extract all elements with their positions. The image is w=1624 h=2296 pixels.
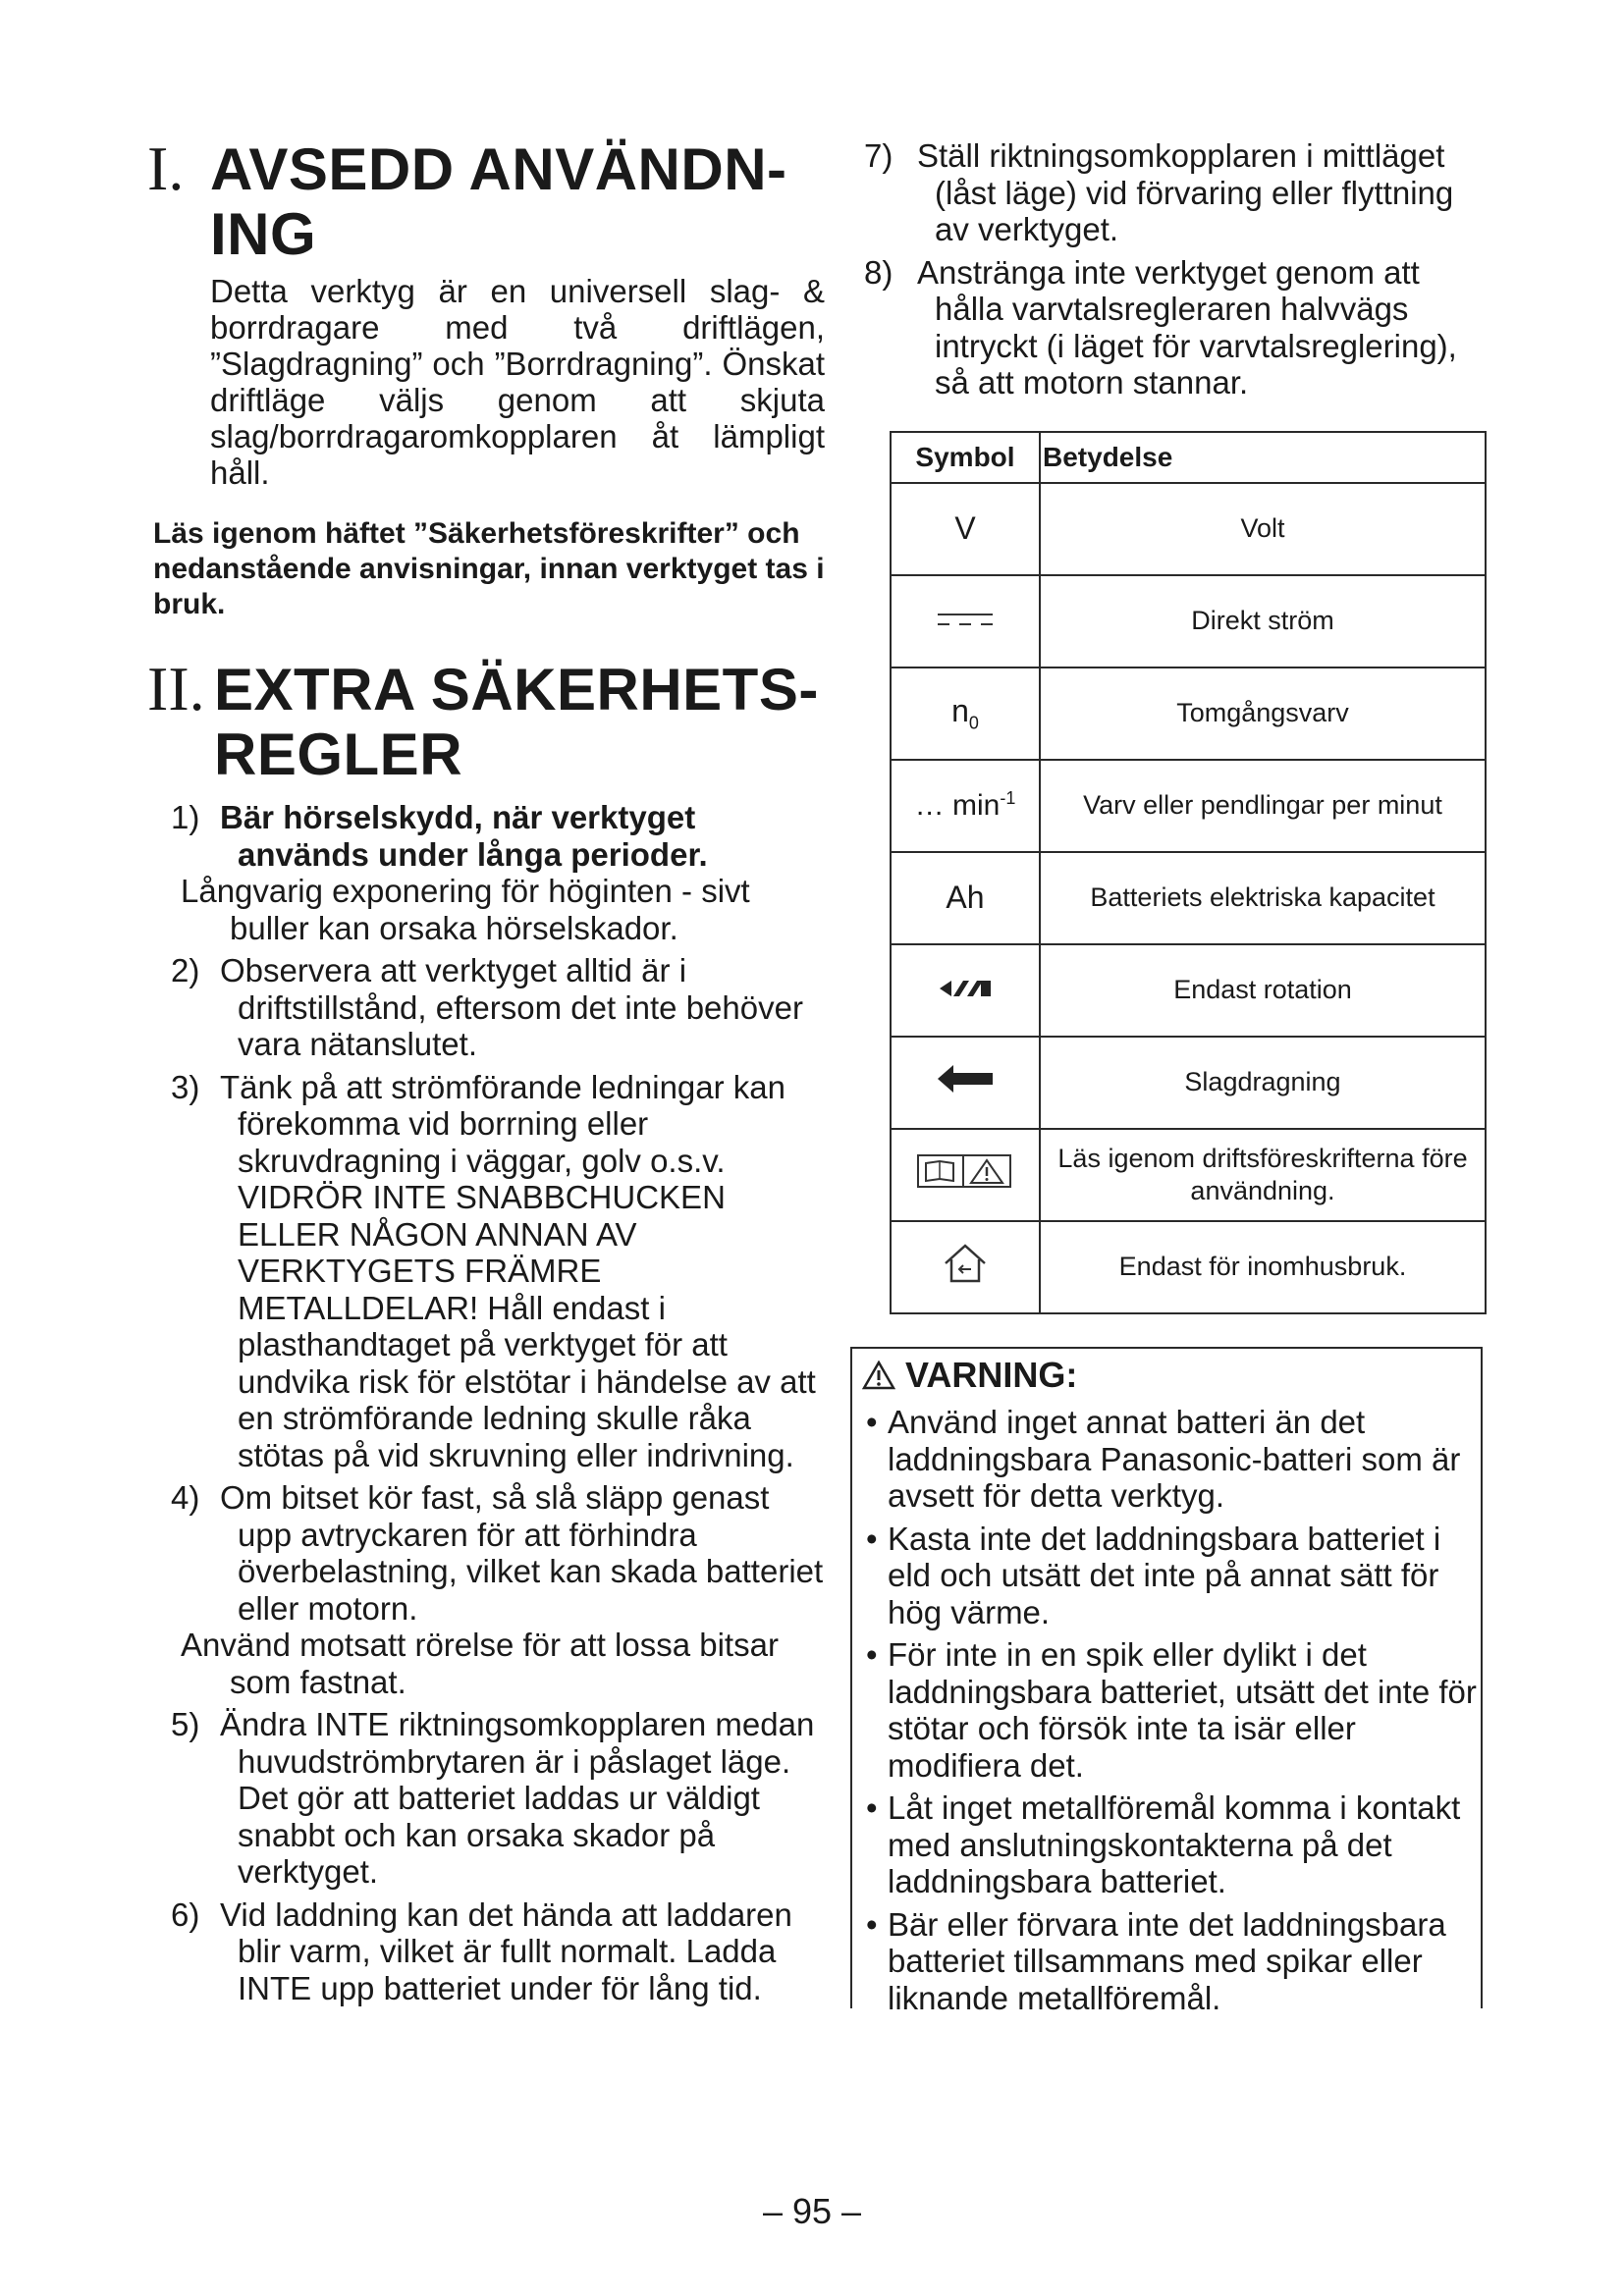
symbol-volt: V: [891, 483, 1040, 575]
section-2-heading: [147, 654, 825, 787]
table-row: $n_0$ Tomgångsvarv: [891, 667, 1486, 760]
header-symbol: Symbol: [891, 432, 1040, 483]
manual-warning-icon: [916, 1151, 1014, 1191]
list-item: 7) Ställ riktningsomkopplaren i mittläget (låst läge) vid förvaring eller flyttning av verktyget.: [864, 137, 1454, 247]
symbol-per-minute: … $\min^{-1}$: [891, 760, 1040, 852]
list-item: 4) Om bitset kör fast, så slå släpp genast upp avtryckaren för att förhindra överbelastning, vilket kan skada batteriet eller motorn. Använd motsatt rörelse för att lossa bitsar som fastnat.: [171, 1479, 824, 1700]
safety-note: Läs igenom häftet ”Säkerhetsföreskrifter” och nedanstående anvisningar, innan verktyget tas i bruk.: [153, 517, 825, 620]
table-row: Läs igenom driftsföreskrifterna före användning.: [891, 1129, 1486, 1221]
list-item: • Kasta inte det laddningsbara batteriet i eld och utsätt det inte på annat sätt för hög värme.: [866, 1520, 1441, 1630]
list-item: • Låt inget metallföremål komma i kontakt med anslutningskontakterna på det laddningsbara batteriet.: [866, 1789, 1461, 1899]
section-1-number: I.: [147, 133, 185, 203]
warning-list: [852, 1404, 1481, 2016]
list-item: 3) Tänk på att strömförande ledningar kan förekomma vid borrning eller skruvdragning i väggar, golv o.s.v. VIDRÖR INTE SNABBCHUCKEN ELLER NÅGON ANNAN AV VERKTYGETS FRÄMRE METALLDELAR! Håll endast i plasthandtaget på verktyget för att undvika risk för elstötar i händelse av att en strömförande ledning skulle råka stötas på vid skruvning eller indrivning.: [171, 1068, 816, 1473]
rotation-icon: [938, 977, 993, 1000]
section-1-title: AVSEDD ANVÄNDN- ING: [210, 136, 787, 267]
section-2-number: II.: [147, 654, 205, 723]
impact-icon: [936, 1061, 995, 1096]
section-1-heading: [147, 133, 825, 267]
list-item: 6) Vid laddning kan det hända att laddaren blir varm, vilket är fullt normalt. Ladda INTE upp batteriet under för lång tid.: [171, 1896, 792, 2006]
right-column: [850, 137, 1489, 1314]
symbol-amp-hour: Ah: [891, 852, 1040, 944]
indoor-icon: [942, 1242, 989, 1285]
list-item: • Bär eller förvara inte det laddningsbara batteriet tillsammans med spikar eller liknande metallföremål.: [866, 1905, 1446, 2016]
page-number: – 95 –: [762, 2191, 862, 2231]
list-item: • För inte in en spik eller dylikt i det laddningsbara batteriet, utsätt det inte för stötar och försök inte ta isär eller modifiera det.: [866, 1636, 1477, 1784]
header-meaning: Betydelse: [1040, 432, 1486, 483]
table-row: Ah Batteriets elektriska kapacitet: [891, 852, 1486, 944]
list-item: • Använd inget annat batteri än det laddningsbara Panasonic-batteri som är avsett för detta verktyg.: [866, 1404, 1461, 1514]
list-item: 1) Bär hörselskydd, när verktyget används under långa perioder. Långvarig exponering för höginten - sivt buller kan orsaka hörselskador.: [171, 799, 750, 946]
table-row: Endast rotation: [891, 944, 1486, 1037]
safety-rules-list: [147, 799, 825, 2006]
warning-box: [850, 1347, 1483, 2016]
table-row: … $\min^{-1}$ Varv eller pendlingar per minut: [891, 760, 1486, 852]
table-row: Slagdragning: [891, 1037, 1486, 1129]
table-row: Direkt ström: [891, 575, 1486, 667]
warning-heading: VARNING:: [862, 1355, 1481, 1396]
list-item: 5) Ändra INTE riktningsomkopplaren medan huvudströmbrytaren är i påslaget läge. Det gör att batteriet laddas ur väldigt snabbt och kan orsaka skador på verktyget.: [171, 1706, 815, 1890]
dc-symbol-icon: [934, 608, 997, 631]
list-item: 2) Observera att verktyget alltid är i driftstillstånd, eftersom det inte behöver vara nätanslutet.: [171, 952, 803, 1062]
symbol-table: [890, 431, 1487, 1314]
section-2-title: EXTRA SÄKERHETS- REGLER: [214, 657, 819, 787]
symbol-no-load-speed: $n_0$: [891, 667, 1040, 760]
left-column: [147, 133, 825, 2012]
list-item: 8) Anstränga inte verktyget genom att hålla varvtalsregleraren halvvägs intryckt (i läget för varvtalsreglering), så att motorn stannar.: [864, 253, 1457, 400]
safety-rules-list-continued: [850, 137, 1489, 401]
table-row: V Volt: [891, 483, 1486, 575]
warning-icon: [862, 1361, 895, 1390]
table-row: Endast för inomhusbruk.: [891, 1221, 1486, 1313]
section-1-intro: Detta verktyg är en universell slag- & borrdragare med två driftlägen, ”Slagdragning” och ”Borrdragning”. Önskat driftläge väljs genom att skjuta slag/borrdragaromkopplaren åt lämpligt håll.: [210, 273, 825, 491]
